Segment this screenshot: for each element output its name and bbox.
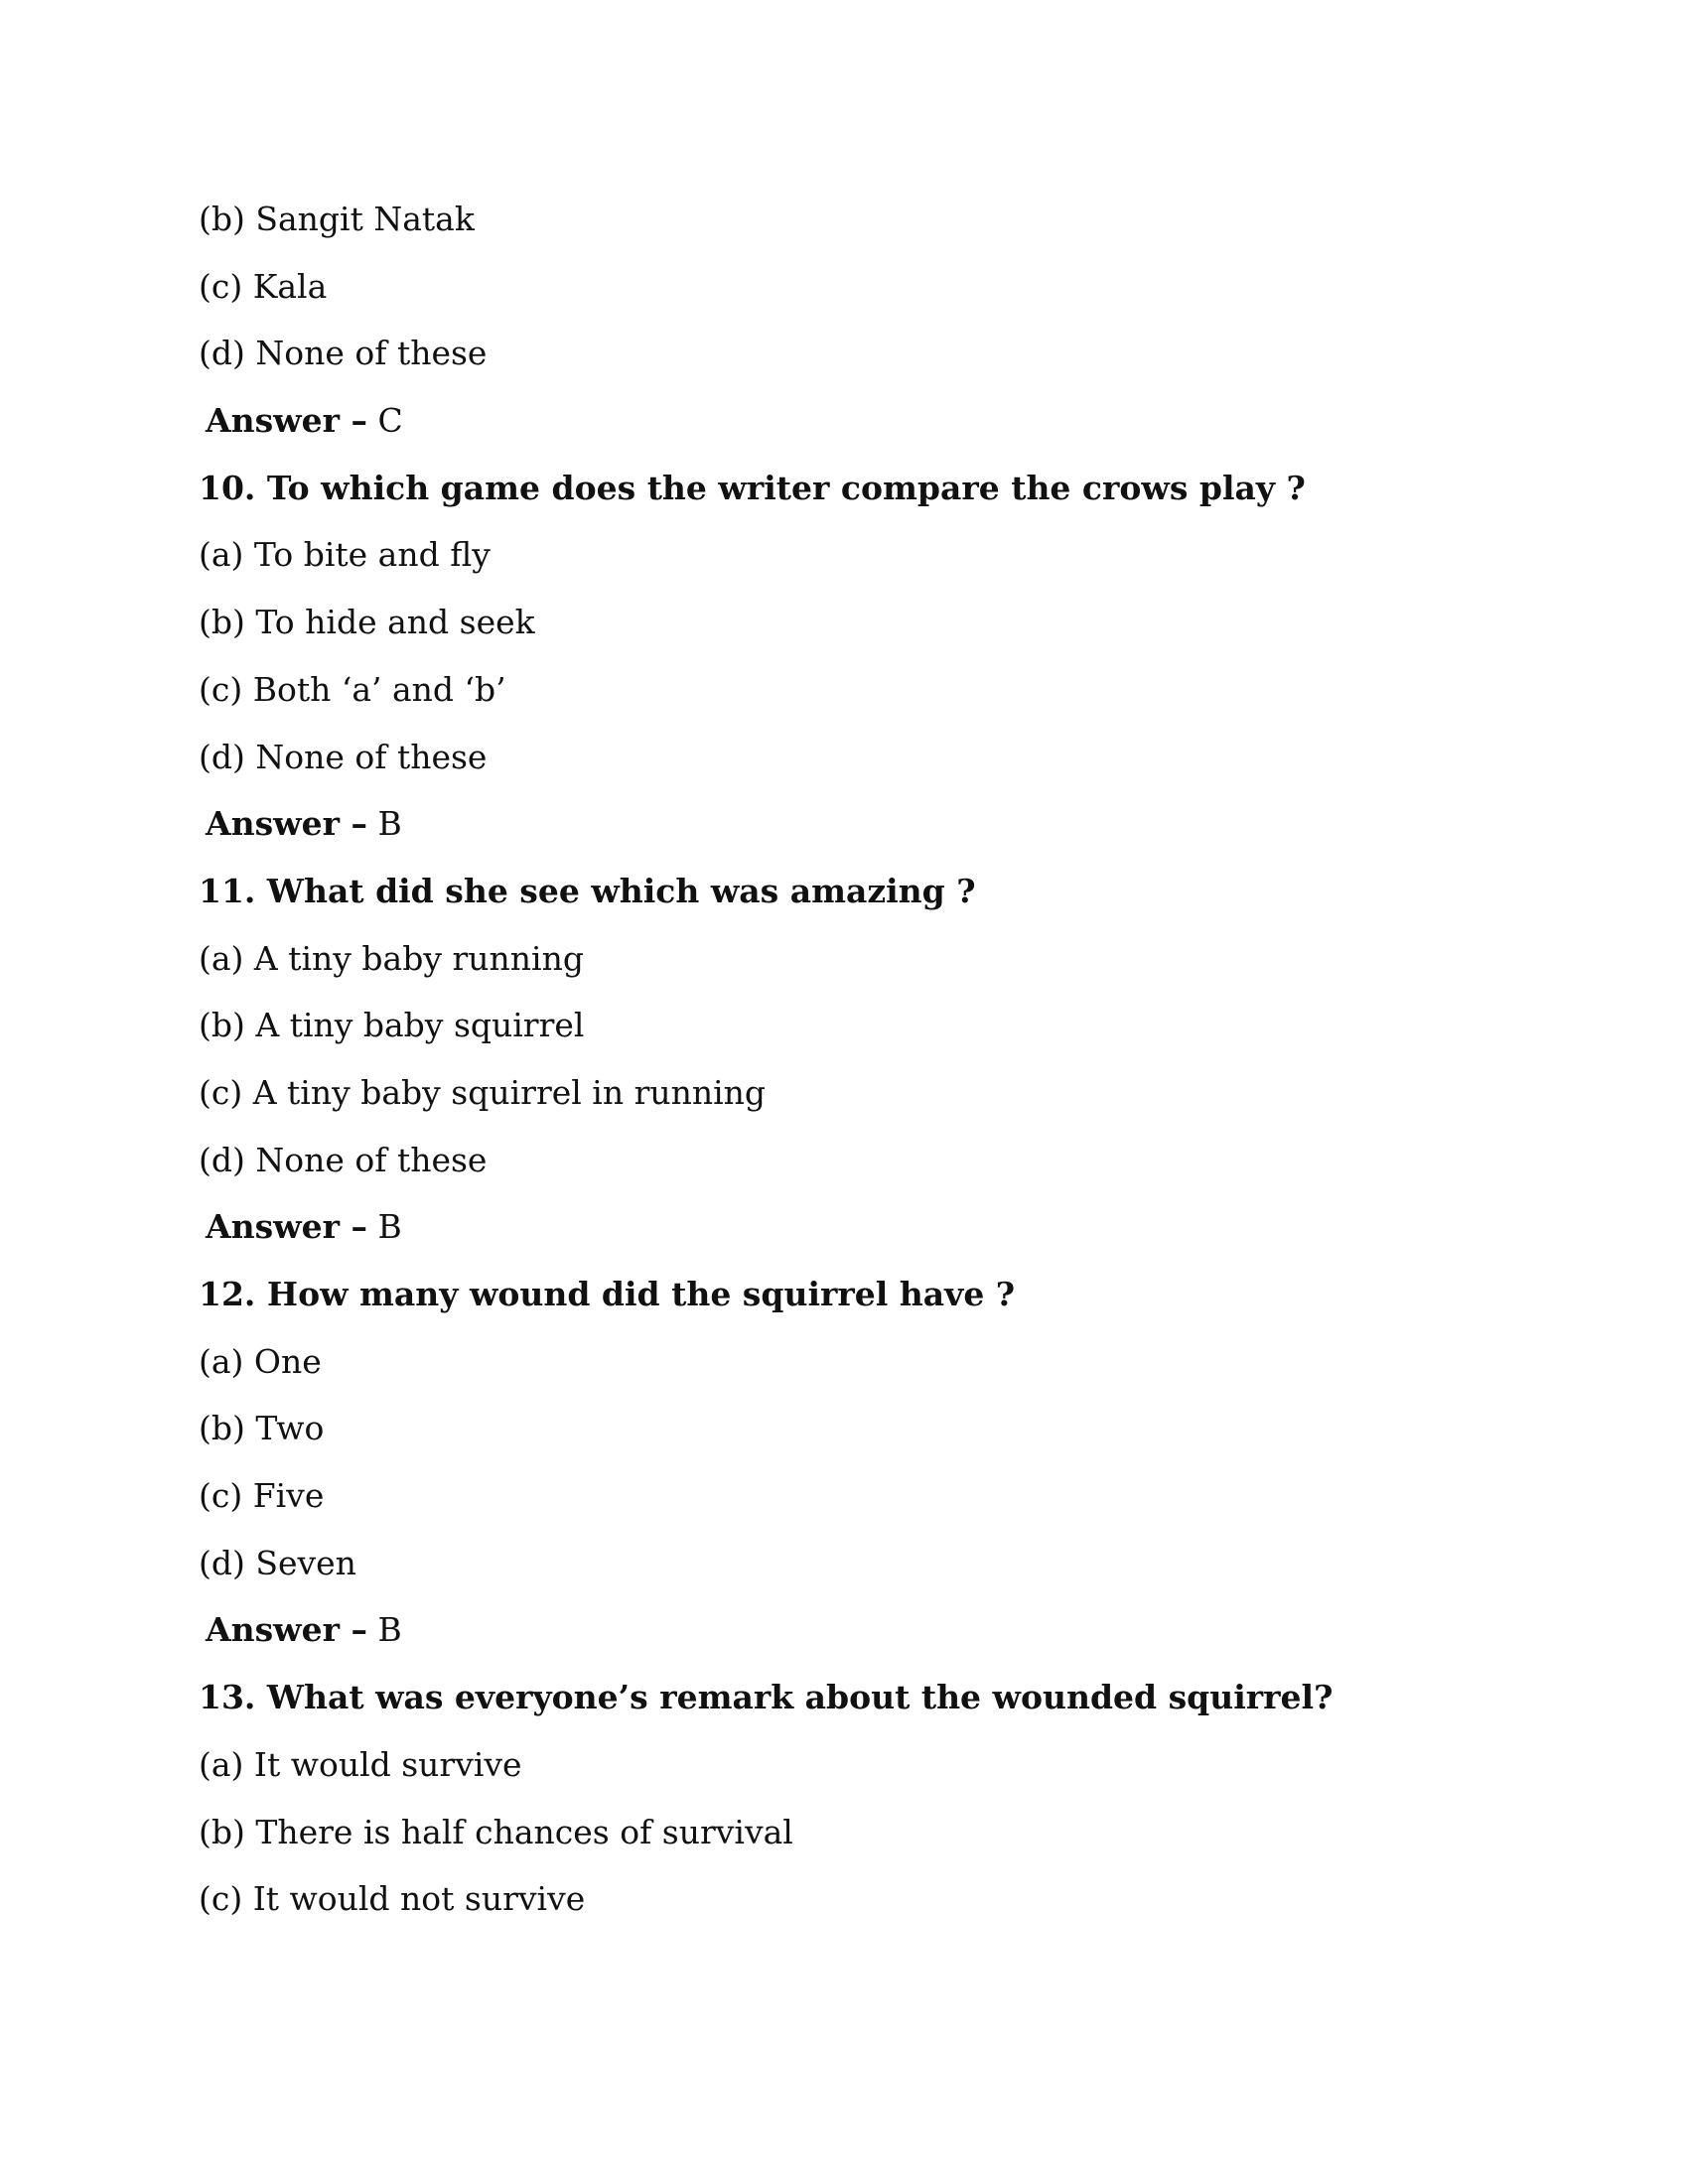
question-heading: 11. What did she see which was amazing ? (199, 871, 976, 910)
option-line: (d) Seven (199, 1543, 356, 1582)
answer-label: Answer – (206, 1207, 367, 1247)
option-line: (b) Sangit Natak (199, 200, 475, 238)
question-list (199, 195, 1489, 1942)
answer-value: B (366, 804, 402, 844)
option-line: (a) A tiny baby running (199, 938, 584, 978)
option-line: (d) None of these (199, 1140, 488, 1179)
option-line: (b) A tiny baby squirrel (199, 1006, 585, 1045)
answer-label: Answer – (206, 804, 367, 844)
option-line: (a) To bite and fly (199, 535, 491, 575)
option-line: (d) None of these (199, 334, 488, 373)
question-heading: 10. To which game does the writer compare the crows play ? (199, 468, 1306, 507)
answer-value: C (366, 401, 403, 441)
option-line: (c) Both ‘a’ and ‘b’ (199, 669, 506, 709)
option-line: (b) Two (199, 1409, 325, 1448)
answer-value: B (366, 1207, 402, 1247)
answer-line (199, 1605, 1489, 1673)
option-line: (c) A tiny baby squirrel in running (199, 1072, 767, 1112)
answer-value: B (366, 1610, 402, 1650)
option-line: (d) None of these (199, 737, 488, 776)
option-line: (b) There is half chances of survival (199, 1812, 793, 1851)
question-heading: 12. How many wound did the squirrel have ? (199, 1275, 1016, 1313)
answer-label: Answer – (206, 1610, 367, 1650)
answer-label: Answer – (206, 401, 367, 441)
option-line: (c) Five (199, 1476, 325, 1516)
option-line: (b) To hide and seek (199, 603, 535, 642)
answer-line (199, 1202, 1489, 1270)
option-line: (c) It would not survive (199, 1879, 586, 1919)
question-heading: 13. What was everyone’s remark about the wounded squirrel? (199, 1678, 1334, 1717)
option-line: (c) Kala (199, 266, 328, 306)
answer-line (199, 799, 1489, 867)
answer-line (199, 396, 1489, 464)
option-line: (a) One (199, 1341, 322, 1381)
option-line: (a) It would survive (199, 1744, 522, 1784)
